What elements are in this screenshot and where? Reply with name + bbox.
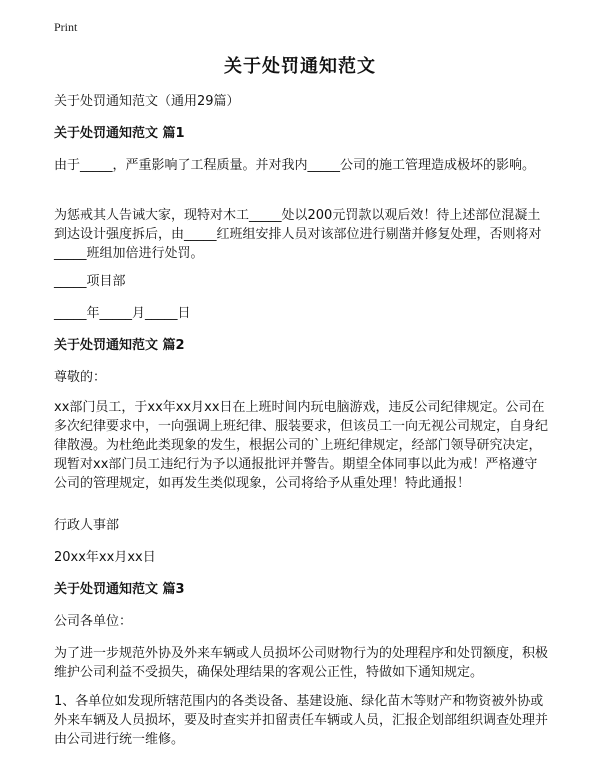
paragraph: 由于_____，严重影响了工程质量。并对我内_____公司的施工管理造成极坏的影响。: [54, 158, 536, 173]
paragraph: 为了进一步规范外协及外来车辆或人员损坏公司财物行为的处理程序和处罚额度，积极维护公司利益不受损失，确保处理结果的客观公正性，特做如下通知规定。: [54, 646, 549, 680]
page-title: 关于处罚通知范文: [224, 56, 376, 77]
paragraph: xx部门员工，于xx年xx月xx日在上班时间内玩电脑游戏，违反公司纪律规定。公司在多次纪律要求中，一向强调上班纪律、服装要求，但该员工一向无视公司规定，自身纪律散漫。为杜绝此类现象的发生，根据公司的`上班纪律规定，经部门领导研究决定，现暂对xx部门员工违纪行为予以通报批评并警告。期望全体同事以此为戒！严格遵守公司的管理规定，如再发生类似现象，公司将给予从重处理！特此通报！: [54, 400, 549, 491]
section-heading-3: 关于处罚通知范文 篇3: [54, 582, 185, 597]
salutation: 尊敬的：: [54, 370, 107, 385]
print-link[interactable]: Print: [54, 20, 78, 34]
paragraph: 为惩戒其人告诫大家，现特对木工_____处以200元罚款以观后效！待上述部位混凝土到达设计强度拆后，由_____红班组安排人员对该部位进行剔凿并修复处理，否则将对_____班组加倍进行处罚。: [54, 208, 542, 261]
section-heading-2: 关于处罚通知范文 篇2: [54, 338, 185, 353]
signature-department: 行政人事部: [54, 518, 120, 533]
section-heading-1: 关于处罚通知范文 篇1: [54, 126, 185, 141]
salutation: 公司各单位：: [54, 614, 133, 629]
signature-date: 20xx年xx月xx日: [54, 550, 156, 565]
paragraph: 1、各单位如发现所辖范围内的各类设备、基建设施、绿化苗木等财产和物资被外协或外来车辆及人员损坏，要及时查实并扣留责任车辆或人员，汇报企划部组织调查处理并由公司进行统一维修。: [54, 694, 549, 747]
signature-date: _____年_____月_____日: [54, 306, 191, 321]
document-subtitle: 关于处罚通知范文（通用29篇）: [54, 94, 240, 109]
signature-department: _____项目部: [54, 274, 126, 289]
